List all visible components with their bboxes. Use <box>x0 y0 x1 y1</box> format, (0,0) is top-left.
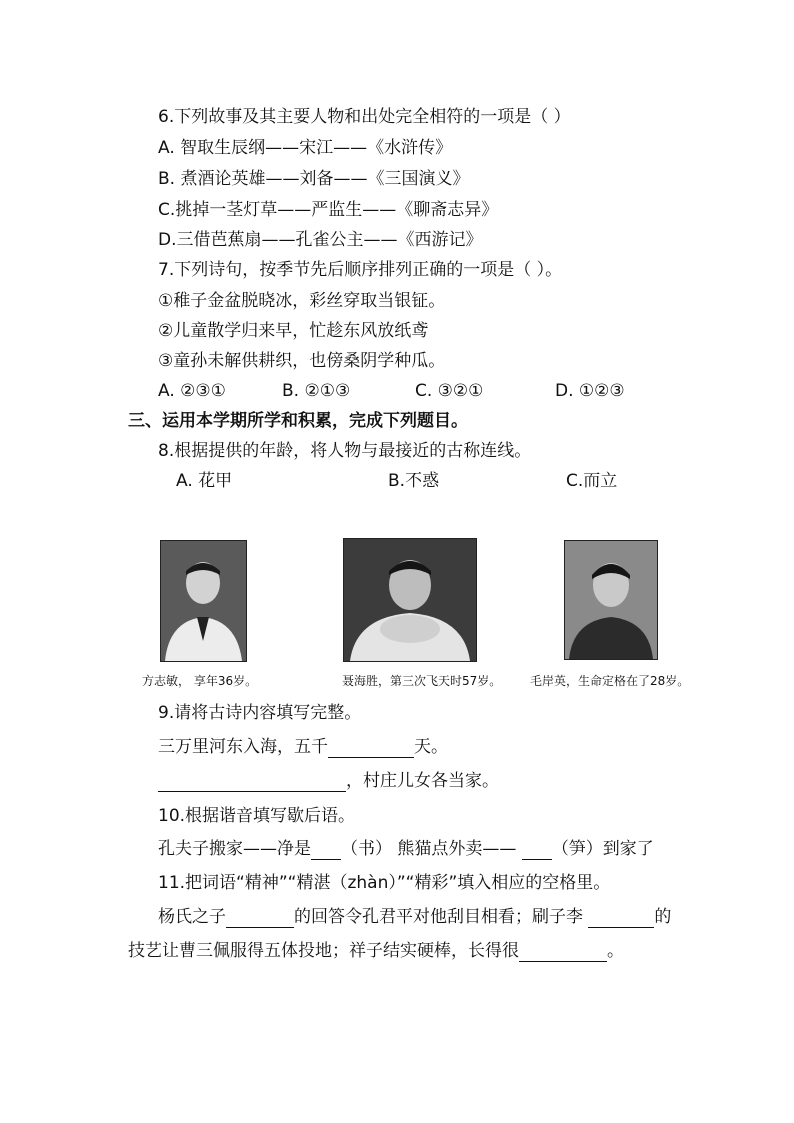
q11-line-1-a: 杨氏之子 <box>158 907 226 927</box>
photo-mao-anying <box>564 540 658 660</box>
q11-line-1-c: 的 <box>654 907 672 927</box>
q7-option-d: D. ①②③ <box>555 381 625 401</box>
q9-stem: 9.请将古诗内容填写完整。 <box>158 703 362 723</box>
q7-option-b: B. ②①③ <box>282 381 351 401</box>
q11-line-2 <box>128 940 624 962</box>
q11-stem: 11.把词语“精神”“精湛（zhàn）”“精彩”填入相应的空格里。 <box>158 873 611 893</box>
q10-line <box>158 838 654 860</box>
q11-blank-2[interactable] <box>588 909 654 928</box>
photo-fang-zhimin <box>160 540 247 662</box>
q9-line-2 <box>158 770 499 792</box>
q8-option-a: A. 花甲 <box>176 471 233 491</box>
q6-option-d: D.三借芭蕉扇——孔雀公主——《西游记》 <box>158 230 483 250</box>
q6-option-a: A. 智取生辰纲——宋江——《水浒传》 <box>158 138 453 158</box>
q9-line-2-suffix: ，村庄儿女各当家。 <box>346 771 499 791</box>
q7-stem: 7.下列诗句，按季节先后顺序排列正确的一项是（ ）。 <box>158 260 563 280</box>
q9-blank-1[interactable] <box>328 739 414 758</box>
q8-stem: 8.根据提供的年龄，将人物与最接近的古称连线。 <box>158 441 532 461</box>
q11-blank-3[interactable] <box>519 943 607 962</box>
photo-nie-haisheng <box>343 538 477 662</box>
caption-mao-anying: 毛岸英，生命定格在了28岁。 <box>530 674 690 688</box>
q9-line-1 <box>158 736 448 758</box>
q10-part-2: （书） 熊猫点外卖—— <box>341 839 517 859</box>
q6-option-c: C.挑掉一茎灯草——严监生——《聊斋志异》 <box>158 200 499 220</box>
q11-blank-1[interactable] <box>226 909 294 928</box>
q8-option-b: B.不惑 <box>388 471 440 491</box>
q6-option-b: B. 煮酒论英雄——刘备——《三国演义》 <box>158 169 470 189</box>
q7-option-a: A. ②③① <box>158 381 226 401</box>
caption-fang-zhimin: 方志敏， 享年36岁。 <box>142 674 258 688</box>
caption-nie-haisheng: 聂海胜，第三次飞天时57岁。 <box>342 674 502 688</box>
q9-blank-2[interactable] <box>158 773 346 792</box>
q9-line-1-prefix: 三万里河东入海，五千 <box>158 737 328 757</box>
q10-blank-1[interactable] <box>311 841 341 860</box>
q7-poem-1: ①稚子金盆脱晓冰，彩丝穿取当银钲。 <box>158 291 446 311</box>
q10-part-1: 孔夫子搬家——净是 <box>158 839 311 859</box>
q6-stem: 6.下列故事及其主要人物和出处完全相符的一项是（ ） <box>158 107 571 127</box>
q7-poem-3: ③童孙未解供耕织，也傍桑阴学种瓜。 <box>158 351 446 371</box>
q8-option-c: C.而立 <box>566 471 618 491</box>
q11-line-2-a: 技艺让曹三佩服得五体投地；祥子结实硬棒，长得很 <box>128 941 519 961</box>
q11-line-2-b: 。 <box>607 941 624 961</box>
q7-option-c: C. ③②① <box>415 381 484 401</box>
q7-poem-2: ②儿童散学归来早，忙趁东风放纸鸢 <box>158 321 429 341</box>
q9-line-1-suffix: 天。 <box>414 737 448 757</box>
q10-blank-2[interactable] <box>522 841 552 860</box>
q11-line-1 <box>158 906 671 928</box>
section-3-heading: 三、运用本学期所学和积累，完成下列题目。 <box>128 411 468 431</box>
q10-part-3: （笋）到家了 <box>551 839 654 859</box>
q10-stem: 10.根据谐音填写歇后语。 <box>158 806 356 826</box>
q11-line-1-b: 的回答令孔君平对他刮目相看；刷子李 <box>294 907 583 927</box>
